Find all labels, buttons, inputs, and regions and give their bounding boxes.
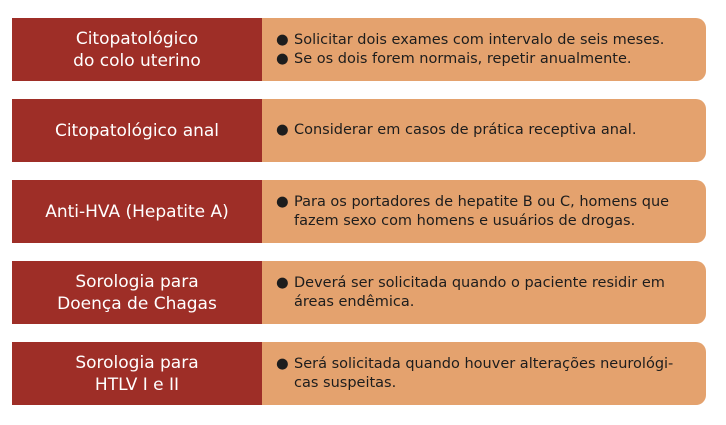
exam-label: Sorologia para HTLV I e II [12,342,262,405]
exam-row-5 [12,342,706,405]
exam-label: Citopatológico do colo uterino [12,18,262,81]
bullet-icon: ● [276,193,289,210]
exam-description [262,261,706,324]
exam-label: Sorologia para Doença de Chagas [12,261,262,324]
bullet-icon: ● [276,31,289,48]
exam-row-3 [12,180,706,243]
bullet-text: Será solicitada quando houver alterações neurológi-cas suspeitas. [294,355,674,391]
bullet-item [276,50,694,69]
exam-row-4 [12,261,706,324]
bullet-item [276,121,694,140]
bullet-text: Deverá ser solicitada quando o paciente residir em áreas endêmica. [294,274,665,310]
bullet-item [276,31,694,50]
bullet-text: Considerar em casos de prática receptiva anal. [294,122,637,138]
bullet-text: Solicitar dois exames com intervalo de seis meses. [294,31,665,48]
exam-label: Citopatológico anal [12,99,262,162]
exam-description [262,180,706,243]
bullet-icon: ● [276,50,289,67]
exam-label: Anti-HVA (Hepatite A) [12,180,262,243]
bullet-icon: ● [276,274,289,291]
exam-row-2 [12,99,706,162]
bullet-item [276,274,694,312]
bullet-text: Para os portadores de hepatite B ou C, homens que fazem sexo com homens e usuários de drogas. [294,193,670,229]
bullet-text: Se os dois forem normais, repetir anualmente. [294,50,632,67]
exam-description [262,342,706,405]
bullet-icon: ● [276,355,289,372]
exam-row-1 [12,18,706,81]
bullet-item [276,193,694,231]
exam-description [262,18,706,81]
bullet-icon: ● [276,122,289,138]
exam-description [262,99,706,162]
bullet-item [276,355,694,393]
